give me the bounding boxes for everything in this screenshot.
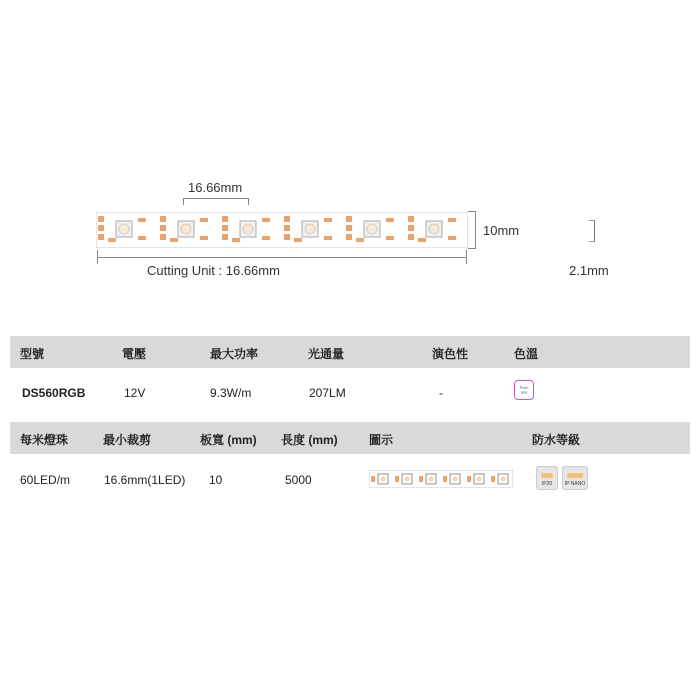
spi-icon-text: SPI [520,390,528,395]
value-cri: - [439,386,443,400]
thickness-label: 2.1mm [569,263,609,278]
header-ip-rating: 防水等級 [532,433,581,447]
header-cri: 演色性 [432,347,469,361]
value-flux: 207LM [309,386,346,400]
header-length: 長度 (mm) [281,433,338,447]
pixel-spi-icon [514,380,534,400]
header-min-cut: 最小裁剪 [103,433,152,447]
ip20-label: IP20 [541,481,553,487]
value-leds-per-meter: 60LED/m [20,473,71,487]
value-model: DS560RGB [22,386,86,400]
header-model: 型號 [20,347,45,361]
ip20-badge [536,466,558,490]
value-board-width: 10 [209,473,223,487]
value-power: 9.3W/m [210,386,252,400]
cutting-unit-label: Cutting Unit : 16.66mm [147,263,280,278]
width-dimension-label: 10mm [483,223,520,238]
header-flux: 光通量 [308,347,345,361]
spec-header-row-1 [10,336,690,368]
pixel-icon-text: Pixel [519,385,529,390]
ip-nano-label: IP NANO [564,481,586,487]
value-voltage: 12V [124,386,146,400]
header-voltage: 電壓 [122,347,147,361]
header-board-width: 板寬 (mm) [200,433,257,447]
width-dimension-line [468,211,476,249]
pitch-dimension-line [183,198,249,205]
header-leds-per-meter: 每米燈珠 [20,433,69,447]
header-color-temp: 色溫 [514,347,539,361]
value-min-cut: 16.6mm(1LED) [104,473,186,487]
pitch-dimension-label: 16.66mm [188,180,243,195]
header-power: 最大功率 [210,347,259,361]
ip-nano-badge [562,466,588,490]
mini-strip-illustration [369,470,513,488]
strip-diagram [0,0,700,300]
cutting-dimension-line [97,250,467,264]
thickness-profile [589,220,595,242]
value-length: 5000 [285,473,312,487]
spec-header-row-2 [10,422,690,454]
led-strip-drawing [96,212,468,248]
header-illustration: 圖示 [369,433,394,447]
